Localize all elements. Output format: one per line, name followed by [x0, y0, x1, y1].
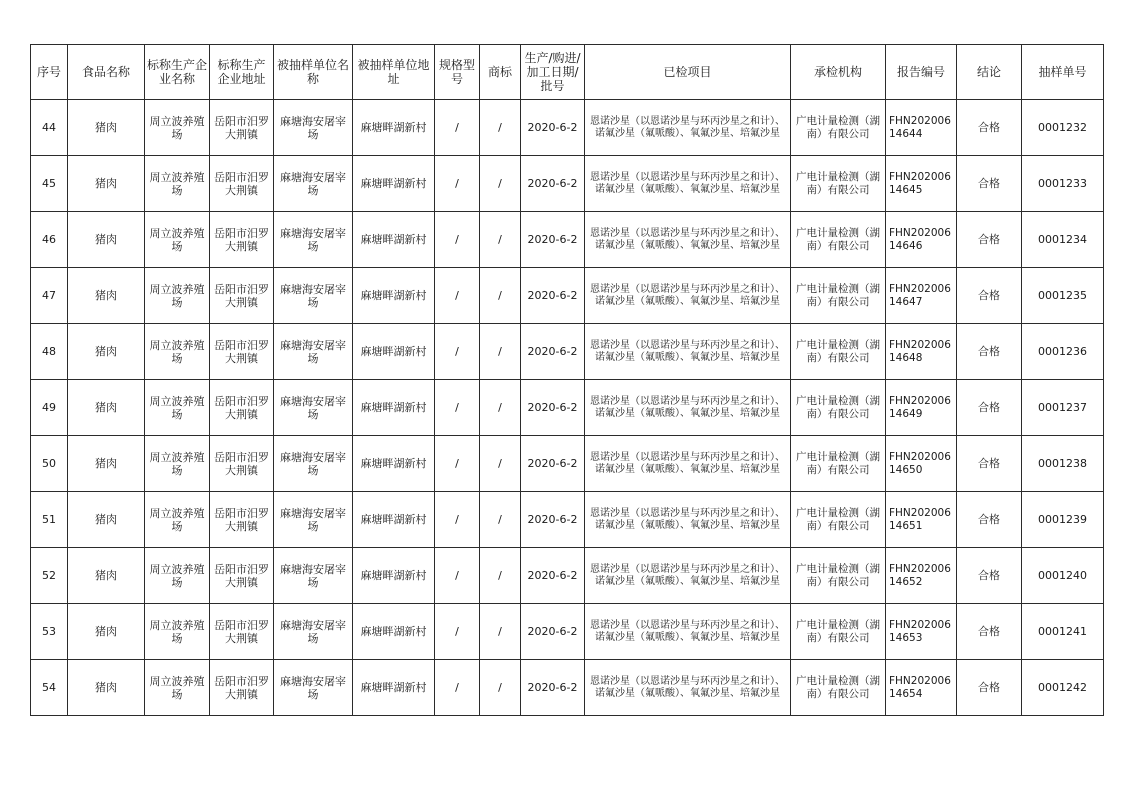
col-header-sampled-unit-name: 被抽样单位名称: [274, 45, 353, 100]
table-row: [31, 492, 1104, 548]
cell-manufacturer-name: 周立波养殖场: [145, 436, 210, 492]
cell-food-name: 猪肉: [68, 156, 145, 212]
cell-manufacturer-address: 岳阳市汨罗大荆镇: [210, 436, 274, 492]
cell-sampled-unit-address: 麻塘畔湖新村: [353, 212, 435, 268]
cell-trademark: /: [480, 212, 521, 268]
cell-spec-model: /: [435, 548, 480, 604]
cell-trademark: /: [480, 548, 521, 604]
cell-conclusion: 合格: [957, 660, 1022, 716]
cell-food-name: 猪肉: [68, 212, 145, 268]
cell-trademark: /: [480, 380, 521, 436]
cell-manufacturer-name: 周立波养殖场: [145, 156, 210, 212]
cell-manufacturer-name: 周立波养殖场: [145, 212, 210, 268]
table-row: [31, 156, 1104, 212]
cell-date-batch: 2020-6-2: [521, 324, 585, 380]
cell-date-batch: 2020-6-2: [521, 212, 585, 268]
col-header-report-no: 报告编号: [886, 45, 957, 100]
cell-tested-items: 恩诺沙星（以恩诺沙星与环丙沙星之和计）、诺氟沙星（氟哌酸）、氧氟沙星、培氟沙星: [585, 324, 791, 380]
table-row: [31, 380, 1104, 436]
cell-seq: 49: [31, 380, 68, 436]
cell-sampled-unit-name: 麻塘海安屠宰场: [274, 212, 353, 268]
table-row: [31, 436, 1104, 492]
cell-conclusion: 合格: [957, 604, 1022, 660]
cell-spec-model: /: [435, 604, 480, 660]
cell-date-batch: 2020-6-2: [521, 380, 585, 436]
cell-sampled-unit-address: 麻塘畔湖新村: [353, 100, 435, 156]
cell-seq: 52: [31, 548, 68, 604]
cell-report-no: FHN20200614652: [886, 548, 957, 604]
cell-manufacturer-address: 岳阳市汨罗大荆镇: [210, 156, 274, 212]
cell-sample-no: 0001240: [1022, 548, 1104, 604]
cell-tested-items: 恩诺沙星（以恩诺沙星与环丙沙星之和计）、诺氟沙星（氟哌酸）、氧氟沙星、培氟沙星: [585, 156, 791, 212]
col-header-spec-model: 规格型号: [435, 45, 480, 100]
cell-manufacturer-address: 岳阳市汨罗大荆镇: [210, 268, 274, 324]
cell-tested-items: 恩诺沙星（以恩诺沙星与环丙沙星之和计）、诺氟沙星（氟哌酸）、氧氟沙星、培氟沙星: [585, 660, 791, 716]
cell-spec-model: /: [435, 212, 480, 268]
cell-manufacturer-address: 岳阳市汨罗大荆镇: [210, 100, 274, 156]
cell-manufacturer-name: 周立波养殖场: [145, 324, 210, 380]
cell-sample-no: 0001237: [1022, 380, 1104, 436]
cell-sample-no: 0001236: [1022, 324, 1104, 380]
cell-sample-no: 0001232: [1022, 100, 1104, 156]
cell-trademark: /: [480, 268, 521, 324]
cell-spec-model: /: [435, 324, 480, 380]
cell-seq: 50: [31, 436, 68, 492]
col-header-date-batch: 生产/购进/加工日期/批号: [521, 45, 585, 100]
cell-date-batch: 2020-6-2: [521, 268, 585, 324]
cell-manufacturer-address: 岳阳市汨罗大荆镇: [210, 548, 274, 604]
cell-testing-agency: 广电计量检测（湖南）有限公司: [791, 324, 886, 380]
cell-sampled-unit-address: 麻塘畔湖新村: [353, 268, 435, 324]
cell-sampled-unit-name: 麻塘海安屠宰场: [274, 268, 353, 324]
cell-spec-model: /: [435, 660, 480, 716]
cell-tested-items: 恩诺沙星（以恩诺沙星与环丙沙星之和计）、诺氟沙星（氟哌酸）、氧氟沙星、培氟沙星: [585, 380, 791, 436]
cell-manufacturer-address: 岳阳市汨罗大荆镇: [210, 660, 274, 716]
cell-manufacturer-address: 岳阳市汨罗大荆镇: [210, 604, 274, 660]
cell-sampled-unit-name: 麻塘海安屠宰场: [274, 436, 353, 492]
cell-sampled-unit-name: 麻塘海安屠宰场: [274, 604, 353, 660]
table-row: [31, 324, 1104, 380]
table-body: [31, 100, 1104, 716]
cell-food-name: 猪肉: [68, 660, 145, 716]
col-header-food-name: 食品名称: [68, 45, 145, 100]
cell-conclusion: 合格: [957, 324, 1022, 380]
cell-sampled-unit-address: 麻塘畔湖新村: [353, 492, 435, 548]
col-header-conclusion: 结论: [957, 45, 1022, 100]
cell-testing-agency: 广电计量检测（湖南）有限公司: [791, 380, 886, 436]
cell-conclusion: 合格: [957, 156, 1022, 212]
col-header-sampled-unit-address: 被抽样单位地址: [353, 45, 435, 100]
cell-sample-no: 0001242: [1022, 660, 1104, 716]
cell-tested-items: 恩诺沙星（以恩诺沙星与环丙沙星之和计）、诺氟沙星（氟哌酸）、氧氟沙星、培氟沙星: [585, 268, 791, 324]
cell-conclusion: 合格: [957, 212, 1022, 268]
cell-testing-agency: 广电计量检测（湖南）有限公司: [791, 436, 886, 492]
cell-sampled-unit-address: 麻塘畔湖新村: [353, 660, 435, 716]
cell-testing-agency: 广电计量检测（湖南）有限公司: [791, 100, 886, 156]
cell-date-batch: 2020-6-2: [521, 100, 585, 156]
cell-sampled-unit-address: 麻塘畔湖新村: [353, 156, 435, 212]
cell-manufacturer-name: 周立波养殖场: [145, 660, 210, 716]
cell-testing-agency: 广电计量检测（湖南）有限公司: [791, 660, 886, 716]
cell-date-batch: 2020-6-2: [521, 604, 585, 660]
table-row: [31, 268, 1104, 324]
cell-spec-model: /: [435, 436, 480, 492]
cell-report-no: FHN20200614647: [886, 268, 957, 324]
cell-trademark: /: [480, 660, 521, 716]
cell-food-name: 猪肉: [68, 492, 145, 548]
cell-report-no: FHN20200614650: [886, 436, 957, 492]
cell-tested-items: 恩诺沙星（以恩诺沙星与环丙沙星之和计）、诺氟沙星（氟哌酸）、氧氟沙星、培氟沙星: [585, 548, 791, 604]
cell-report-no: FHN20200614651: [886, 492, 957, 548]
cell-food-name: 猪肉: [68, 604, 145, 660]
cell-spec-model: /: [435, 100, 480, 156]
cell-manufacturer-address: 岳阳市汨罗大荆镇: [210, 324, 274, 380]
cell-tested-items: 恩诺沙星（以恩诺沙星与环丙沙星之和计）、诺氟沙星（氟哌酸）、氧氟沙星、培氟沙星: [585, 604, 791, 660]
cell-date-batch: 2020-6-2: [521, 548, 585, 604]
cell-sampled-unit-name: 麻塘海安屠宰场: [274, 492, 353, 548]
cell-report-no: FHN20200614654: [886, 660, 957, 716]
cell-manufacturer-name: 周立波养殖场: [145, 604, 210, 660]
cell-manufacturer-name: 周立波养殖场: [145, 100, 210, 156]
cell-food-name: 猪肉: [68, 548, 145, 604]
cell-conclusion: 合格: [957, 492, 1022, 548]
cell-report-no: FHN20200614645: [886, 156, 957, 212]
cell-seq: 51: [31, 492, 68, 548]
cell-sample-no: 0001238: [1022, 436, 1104, 492]
cell-testing-agency: 广电计量检测（湖南）有限公司: [791, 548, 886, 604]
col-header-testing-agency: 承检机构: [791, 45, 886, 100]
table-row: [31, 660, 1104, 716]
cell-testing-agency: 广电计量检测（湖南）有限公司: [791, 268, 886, 324]
cell-report-no: FHN20200614653: [886, 604, 957, 660]
cell-trademark: /: [480, 100, 521, 156]
cell-spec-model: /: [435, 380, 480, 436]
cell-seq: 54: [31, 660, 68, 716]
cell-testing-agency: 广电计量检测（湖南）有限公司: [791, 492, 886, 548]
col-header-tested-items: 已检项目: [585, 45, 791, 100]
cell-seq: 46: [31, 212, 68, 268]
cell-tested-items: 恩诺沙星（以恩诺沙星与环丙沙星之和计）、诺氟沙星（氟哌酸）、氧氟沙星、培氟沙星: [585, 436, 791, 492]
table-row: [31, 212, 1104, 268]
cell-food-name: 猪肉: [68, 380, 145, 436]
cell-sampled-unit-name: 麻塘海安屠宰场: [274, 156, 353, 212]
cell-tested-items: 恩诺沙星（以恩诺沙星与环丙沙星之和计）、诺氟沙星（氟哌酸）、氧氟沙星、培氟沙星: [585, 212, 791, 268]
cell-sampled-unit-name: 麻塘海安屠宰场: [274, 324, 353, 380]
cell-date-batch: 2020-6-2: [521, 436, 585, 492]
cell-conclusion: 合格: [957, 548, 1022, 604]
cell-report-no: FHN20200614648: [886, 324, 957, 380]
cell-seq: 45: [31, 156, 68, 212]
cell-food-name: 猪肉: [68, 436, 145, 492]
cell-sampled-unit-address: 麻塘畔湖新村: [353, 604, 435, 660]
cell-spec-model: /: [435, 268, 480, 324]
inspection-results-sheet: [30, 44, 1104, 716]
table-row: [31, 100, 1104, 156]
cell-manufacturer-name: 周立波养殖场: [145, 380, 210, 436]
col-header-seq: 序号: [31, 45, 68, 100]
cell-date-batch: 2020-6-2: [521, 660, 585, 716]
cell-date-batch: 2020-6-2: [521, 156, 585, 212]
cell-testing-agency: 广电计量检测（湖南）有限公司: [791, 212, 886, 268]
cell-spec-model: /: [435, 156, 480, 212]
table-row: [31, 548, 1104, 604]
cell-sampled-unit-address: 麻塘畔湖新村: [353, 436, 435, 492]
cell-conclusion: 合格: [957, 380, 1022, 436]
cell-spec-model: /: [435, 492, 480, 548]
cell-manufacturer-name: 周立波养殖场: [145, 268, 210, 324]
cell-sampled-unit-address: 麻塘畔湖新村: [353, 380, 435, 436]
cell-seq: 53: [31, 604, 68, 660]
cell-conclusion: 合格: [957, 436, 1022, 492]
cell-trademark: /: [480, 436, 521, 492]
cell-seq: 48: [31, 324, 68, 380]
cell-seq: 47: [31, 268, 68, 324]
cell-food-name: 猪肉: [68, 324, 145, 380]
cell-manufacturer-address: 岳阳市汨罗大荆镇: [210, 212, 274, 268]
cell-testing-agency: 广电计量检测（湖南）有限公司: [791, 604, 886, 660]
cell-manufacturer-name: 周立波养殖场: [145, 548, 210, 604]
cell-trademark: /: [480, 156, 521, 212]
cell-sample-no: 0001239: [1022, 492, 1104, 548]
inspection-results-table: [30, 44, 1104, 716]
cell-sampled-unit-name: 麻塘海安屠宰场: [274, 100, 353, 156]
cell-manufacturer-address: 岳阳市汨罗大荆镇: [210, 492, 274, 548]
cell-date-batch: 2020-6-2: [521, 492, 585, 548]
table-header: [31, 45, 1104, 100]
cell-sample-no: 0001234: [1022, 212, 1104, 268]
cell-trademark: /: [480, 324, 521, 380]
col-header-manufacturer-address: 标称生产企业地址: [210, 45, 274, 100]
cell-sample-no: 0001233: [1022, 156, 1104, 212]
cell-trademark: /: [480, 492, 521, 548]
table-row: [31, 604, 1104, 660]
cell-report-no: FHN20200614646: [886, 212, 957, 268]
cell-sampled-unit-name: 麻塘海安屠宰场: [274, 380, 353, 436]
cell-sample-no: 0001235: [1022, 268, 1104, 324]
cell-report-no: FHN20200614649: [886, 380, 957, 436]
cell-sampled-unit-address: 麻塘畔湖新村: [353, 548, 435, 604]
cell-manufacturer-name: 周立波养殖场: [145, 492, 210, 548]
cell-food-name: 猪肉: [68, 100, 145, 156]
cell-conclusion: 合格: [957, 268, 1022, 324]
cell-sampled-unit-name: 麻塘海安屠宰场: [274, 660, 353, 716]
header-row: [31, 45, 1104, 100]
col-header-sample-no: 抽样单号: [1022, 45, 1104, 100]
cell-sample-no: 0001241: [1022, 604, 1104, 660]
cell-trademark: /: [480, 604, 521, 660]
cell-seq: 44: [31, 100, 68, 156]
col-header-trademark: 商标: [480, 45, 521, 100]
cell-sampled-unit-address: 麻塘畔湖新村: [353, 324, 435, 380]
cell-conclusion: 合格: [957, 100, 1022, 156]
cell-tested-items: 恩诺沙星（以恩诺沙星与环丙沙星之和计）、诺氟沙星（氟哌酸）、氧氟沙星、培氟沙星: [585, 100, 791, 156]
cell-report-no: FHN20200614644: [886, 100, 957, 156]
cell-manufacturer-address: 岳阳市汨罗大荆镇: [210, 380, 274, 436]
cell-tested-items: 恩诺沙星（以恩诺沙星与环丙沙星之和计）、诺氟沙星（氟哌酸）、氧氟沙星、培氟沙星: [585, 492, 791, 548]
cell-sampled-unit-name: 麻塘海安屠宰场: [274, 548, 353, 604]
col-header-manufacturer-name: 标称生产企业名称: [145, 45, 210, 100]
cell-testing-agency: 广电计量检测（湖南）有限公司: [791, 156, 886, 212]
cell-food-name: 猪肉: [68, 268, 145, 324]
